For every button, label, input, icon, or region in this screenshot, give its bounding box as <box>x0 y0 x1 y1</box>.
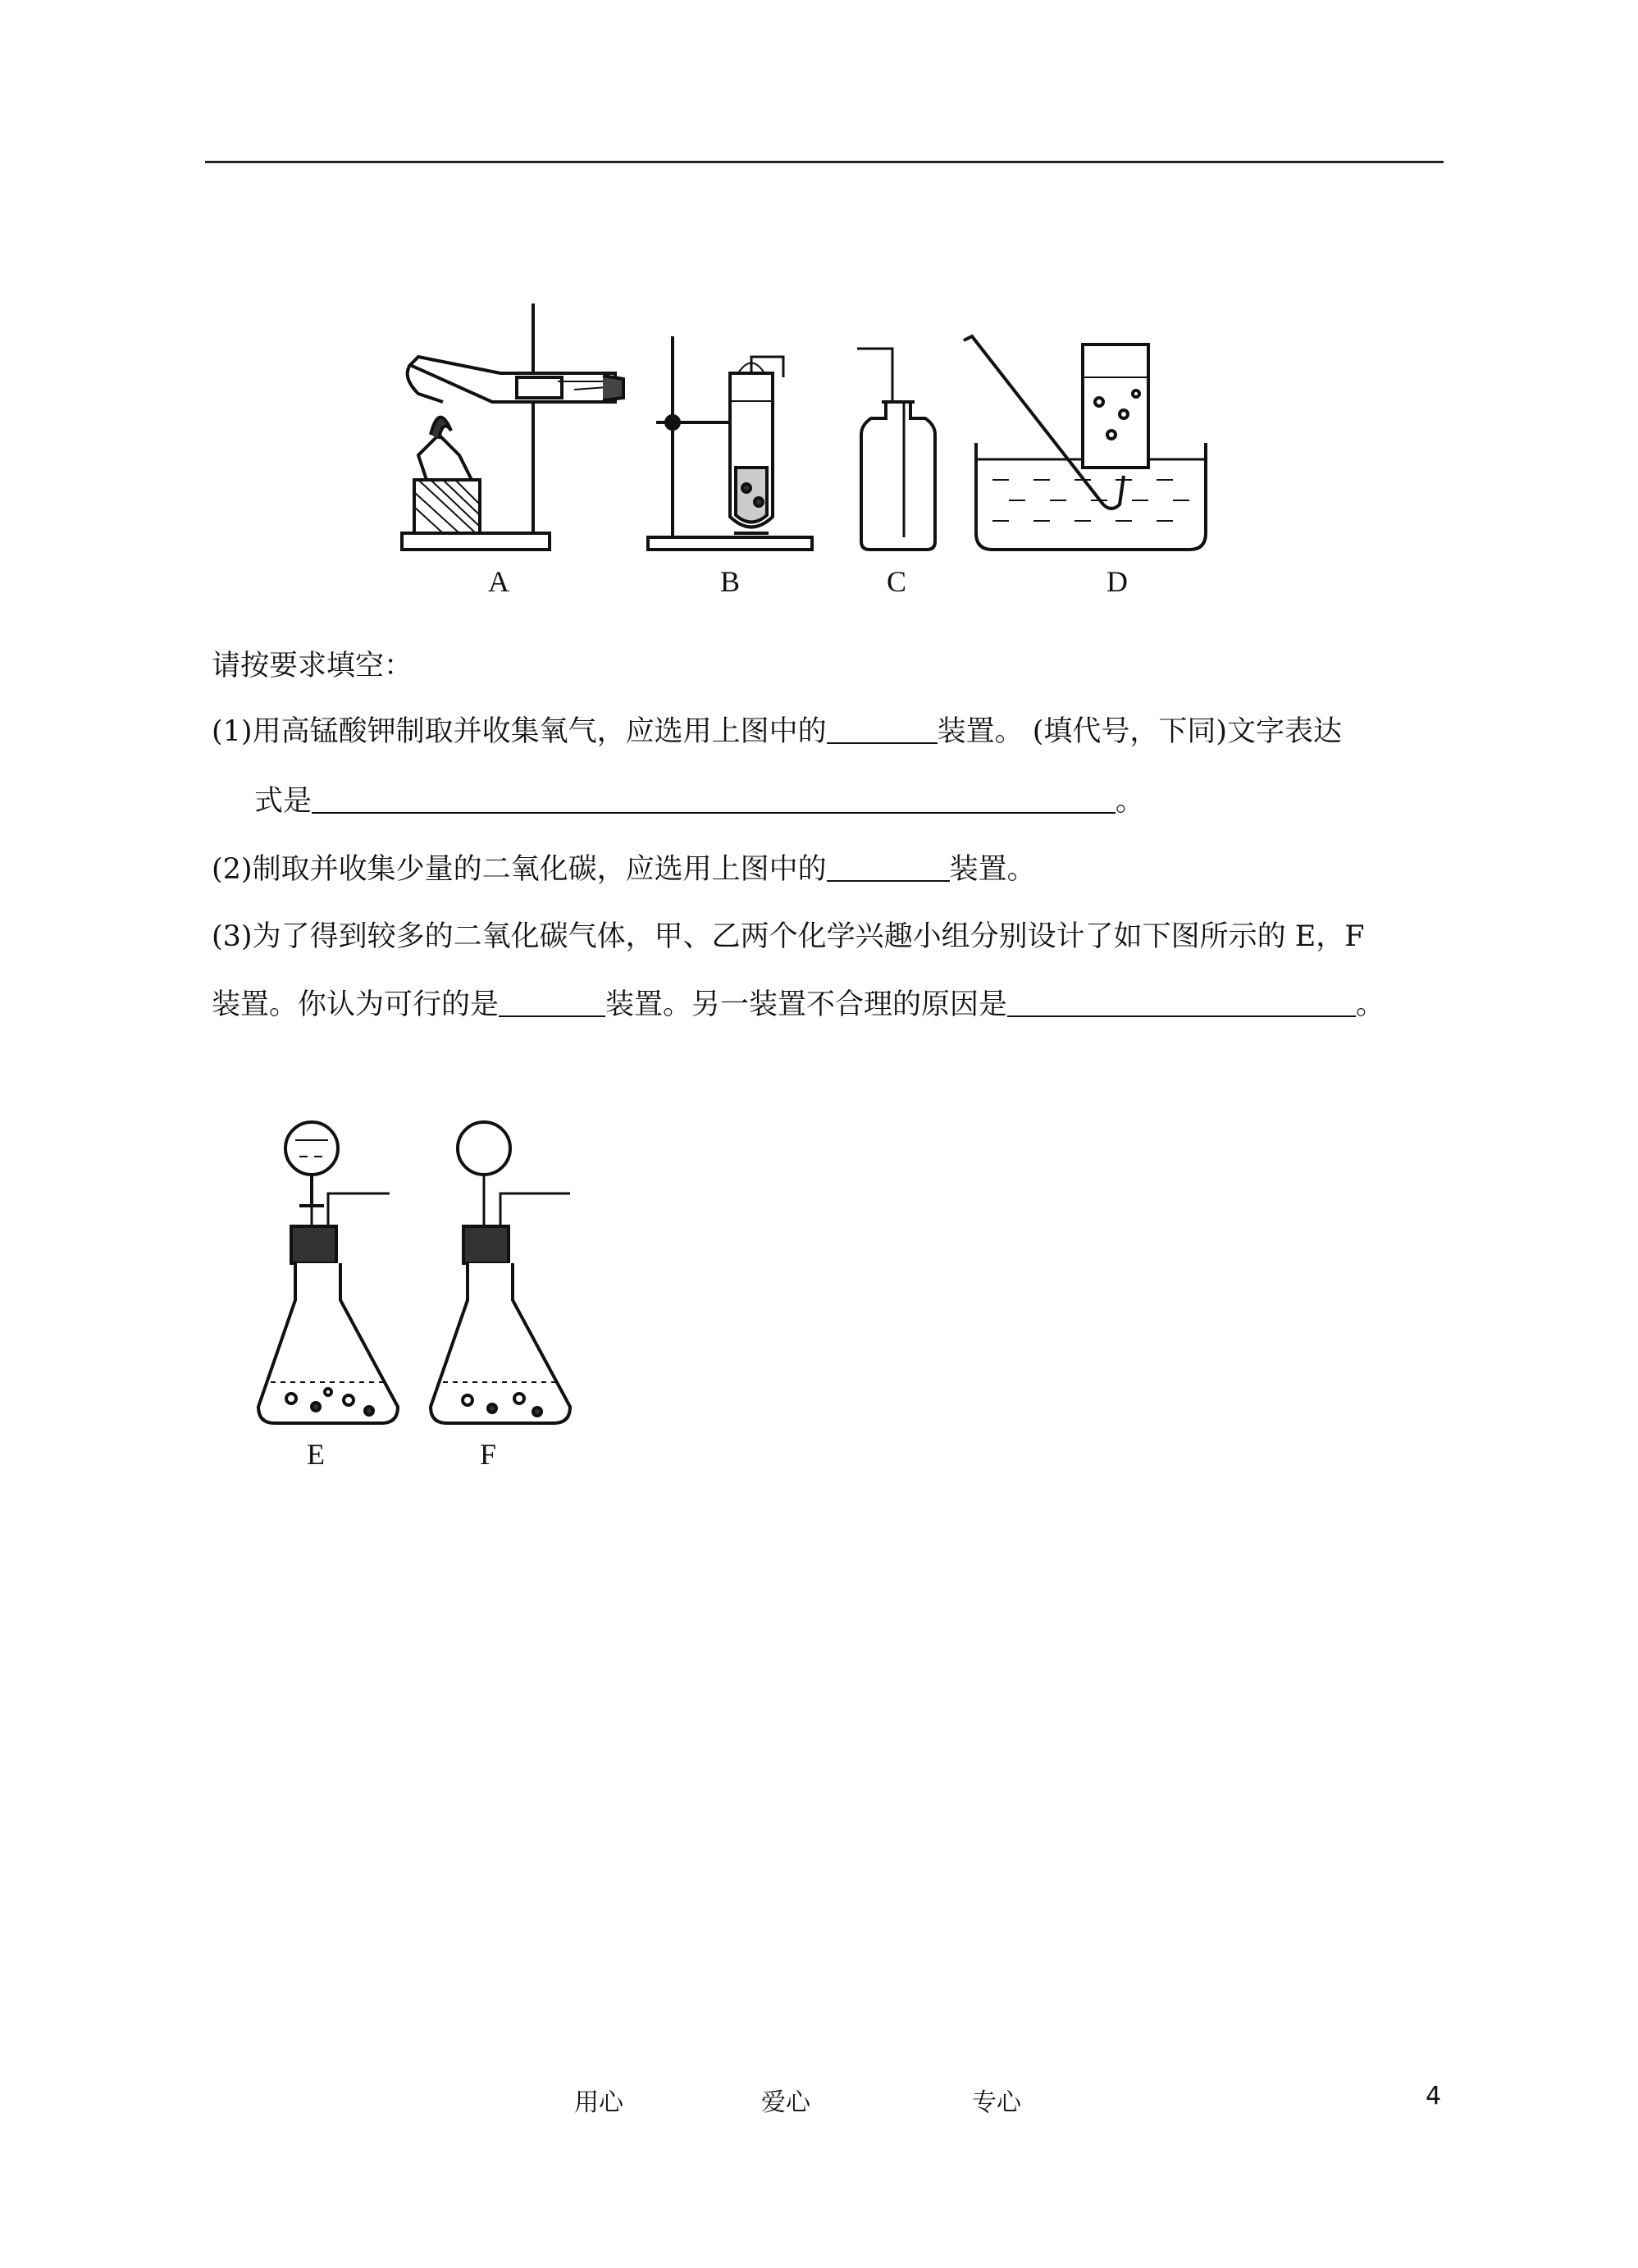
apparatus-f-figure <box>422 1095 586 1440</box>
footer-item-1: 用心 <box>574 2088 623 2117</box>
answer-blank-1[interactable] <box>827 718 938 744</box>
answer-blank-expression[interactable] <box>312 787 1116 814</box>
answer-blank-2[interactable] <box>827 856 950 882</box>
header-rule <box>205 161 1444 163</box>
footer-item-2: 爱心 <box>761 2088 810 2117</box>
instructions: 请按要求填空： <box>212 650 413 682</box>
label-d: D <box>1106 565 1128 598</box>
apparatus-c-figure <box>845 336 951 558</box>
page-number: 4 <box>1426 2082 1442 2111</box>
answer-blank-3[interactable] <box>499 991 605 1017</box>
question-2: (2)制取并收集少量的二氧化碳，应选用上图中的 装置。 <box>212 853 1036 886</box>
footer-item-3: 专心 <box>972 2088 1021 2117</box>
question-1b: 式是 。 <box>254 785 1145 818</box>
apparatus-e-figure <box>250 1095 406 1440</box>
answer-blank-reason[interactable] <box>1007 991 1356 1017</box>
apparatus-b-figure <box>640 320 820 558</box>
apparatus-d-figure <box>960 328 1222 558</box>
question-1a: (1)用高锰酸钾制取并收集氧气，应选用上图中的 装置。 (填代号，下同)文字表达 <box>212 715 1343 748</box>
apparatus-a-figure <box>394 295 640 558</box>
question-3b: 装置。你认为可行的是 装置。另一装置不合理的原因是 。 <box>212 988 1385 1021</box>
label-a: A <box>488 565 509 598</box>
label-b: B <box>719 565 740 598</box>
label-c: C <box>886 565 906 598</box>
label-e: E <box>307 1438 325 1471</box>
label-f: F <box>479 1438 497 1471</box>
question-3a: (3)为了得到较多的二氧化碳气体，甲、乙两个化学兴趣小组分别设计了如下图所示的 E，F <box>212 920 1365 953</box>
